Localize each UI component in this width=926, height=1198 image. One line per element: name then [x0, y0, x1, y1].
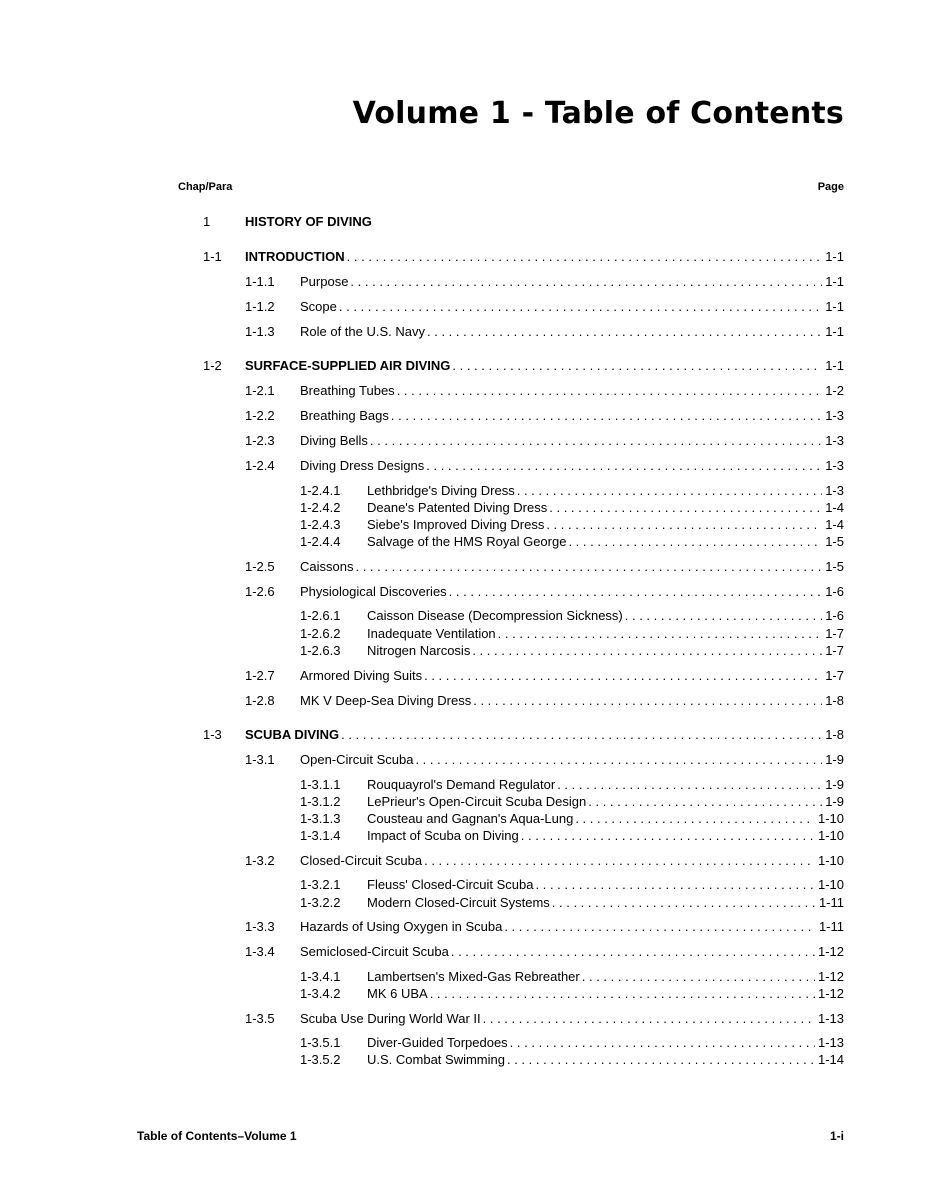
dot-leader	[339, 298, 822, 316]
toc-entry[interactable]	[300, 625, 844, 643]
toc-entry-page: 1-9	[825, 793, 844, 809]
toc-entry[interactable]	[245, 407, 844, 425]
toc-entry[interactable]	[245, 918, 844, 936]
toc-entry-page: 1-11	[818, 919, 844, 935]
dot-leader	[552, 894, 816, 912]
toc-entry-page: 1-10	[817, 828, 844, 844]
toc-entry-page: 1-12	[817, 944, 844, 960]
toc-entry[interactable]	[245, 852, 844, 870]
toc-entry-page: 1-11	[818, 894, 844, 910]
toc-entry-number: 1-2.5	[245, 558, 275, 574]
toc-entry-number: 1-3	[203, 727, 222, 742]
toc-entry[interactable]	[300, 810, 844, 828]
toc-entry-title: Role of the U.S. Navy	[300, 323, 425, 339]
toc-entry-title: Armored Diving Suits	[300, 667, 423, 683]
toc-entry[interactable]	[245, 432, 844, 450]
dot-leader	[424, 667, 822, 685]
toc-entry-title: HISTORY OF DIVING	[245, 214, 372, 229]
toc-entry[interactable]	[203, 213, 844, 231]
toc-entry-title: Siebe's Improved Diving Dress	[367, 517, 545, 533]
toc-entry-page: 1-8	[825, 692, 844, 708]
toc-entry-title: Caissons	[300, 558, 354, 574]
toc-entry-title: Modern Closed-Circuit Systems	[367, 894, 550, 910]
toc-entry-number: 1-3.2.1	[300, 877, 341, 893]
toc-entry-title: MK V Deep-Sea Diving Dress	[300, 692, 472, 708]
toc-entry-title: Purpose	[300, 273, 349, 289]
toc-entry-page: 1-1	[825, 273, 844, 289]
toc-entry-page: 1-3	[825, 482, 844, 498]
toc-entry-page: 1-7	[825, 625, 844, 641]
toc-entry-title: Diving Bells	[300, 433, 368, 448]
toc-entry[interactable]	[245, 558, 844, 576]
toc-entry-page: 1-3	[825, 433, 844, 448]
dot-leader	[588, 793, 822, 811]
toc-entry-number: 1-3.3	[245, 919, 275, 935]
dot-leader	[355, 558, 822, 576]
toc-entry[interactable]	[300, 1051, 844, 1069]
dot-leader	[498, 625, 823, 643]
toc-entry-number: 1-2.4.2	[300, 499, 341, 515]
toc-entry-title: Nitrogen Narcosis	[367, 643, 471, 658]
toc-entry-title: Diving Dress Designs	[300, 458, 425, 473]
dot-leader	[549, 499, 822, 517]
dot-leader	[504, 918, 816, 936]
toc-entry-number: 1-2.7	[245, 667, 275, 683]
toc-entry[interactable]	[300, 985, 844, 1003]
toc-entry[interactable]	[245, 273, 844, 291]
toc-entry[interactable]	[203, 357, 844, 375]
dot-leader	[347, 248, 823, 266]
toc-entry-title: Inadequate Ventilation	[367, 625, 496, 641]
toc-entry-page: 1-12	[817, 986, 844, 1001]
toc-entry-number: 1-2.4.3	[300, 517, 341, 533]
toc-entry-title: LePrieur's Open-Circuit Scuba Design	[367, 793, 587, 809]
dot-leader	[472, 642, 822, 660]
toc-entry[interactable]	[300, 876, 844, 894]
toc-entry-title: Lambertsen's Mixed-Gas Rebreather	[367, 968, 580, 984]
toc-entry-number: 1-3.5	[245, 1010, 275, 1026]
toc-entry-page: 1-1	[825, 323, 844, 339]
toc-entry-number: 1-3.1	[245, 752, 275, 767]
toc-entry-number: 1-1	[203, 248, 222, 264]
dot-leader	[546, 516, 822, 534]
toc-entry-number: 1-2.6	[245, 583, 275, 599]
toc-entry-number: 1-2.4.1	[300, 482, 341, 498]
dot-leader	[424, 852, 815, 870]
toc-entry[interactable]	[203, 726, 844, 744]
toc-entry-page: 1-9	[825, 776, 844, 792]
toc-entry-title: Closed-Circuit Scuba	[300, 852, 423, 868]
toc-entry-number: 1-2.8	[245, 692, 275, 708]
toc-entry[interactable]	[245, 1010, 844, 1028]
toc-entry[interactable]	[245, 583, 844, 601]
toc-entry-number: 1-2.6.3	[300, 643, 341, 658]
toc-entry-number: 1-3.2	[245, 852, 275, 868]
dot-leader	[483, 1010, 815, 1028]
toc-entry[interactable]	[245, 457, 844, 475]
toc-entry-number: 1-1.2	[245, 298, 275, 314]
toc-entry[interactable]	[245, 943, 844, 961]
toc-entry-number: 1-3.1.2	[300, 793, 341, 809]
toc-entry[interactable]	[300, 607, 844, 625]
toc-entry-number: 1-1.1	[245, 273, 275, 289]
column-header-chap-para: Chap/Para	[178, 181, 233, 193]
toc-entry-number: 1-3.4	[245, 944, 275, 960]
toc-entry-title: Semiclosed-Circuit Scuba	[300, 944, 449, 960]
toc-entry-page: 1-4	[825, 517, 844, 533]
dot-leader	[568, 533, 822, 551]
dot-leader	[426, 457, 822, 475]
toc-entry-number: 1-1.3	[245, 323, 275, 339]
toc-entry-title: Salvage of the HMS Royal George	[367, 534, 567, 550]
toc-entry[interactable]	[245, 382, 844, 400]
toc-entry-title: Breathing Bags	[300, 408, 389, 423]
dot-leader	[452, 357, 822, 375]
toc-entry-title: Breathing Tubes	[300, 383, 395, 398]
toc-entry-number: 1-3.2.2	[300, 894, 341, 910]
toc-entry-number: 1-3.1.3	[300, 811, 341, 827]
toc-entry-number: 1-2.4	[245, 458, 275, 473]
toc-entry-title: SCUBA DIVING	[245, 727, 340, 742]
toc-entry-page: 1-10	[817, 877, 844, 893]
dot-leader	[370, 432, 822, 450]
dot-leader	[473, 692, 822, 710]
dot-leader	[521, 827, 815, 845]
toc-entry-number: 1-2	[203, 358, 222, 373]
toc-entry-title: Deane's Patented Diving Dress	[367, 499, 548, 515]
toc-entry[interactable]	[300, 894, 844, 912]
toc-entry-page: 1-5	[825, 558, 844, 574]
toc-entry-page: 1-12	[817, 968, 844, 984]
toc-entry-page: 1-6	[825, 583, 844, 599]
dot-leader	[427, 323, 822, 341]
toc-entry-number: 1-2.6.2	[300, 625, 341, 641]
toc-entry-title: Cousteau and Gagnan's Aqua-Lung	[367, 811, 574, 827]
toc-entry-number: 1-3.4.1	[300, 968, 341, 984]
toc-entry-title: SURFACE-SUPPLIED AIR DIVING	[245, 358, 451, 373]
toc-entry[interactable]	[300, 482, 844, 500]
toc-entry[interactable]	[300, 968, 844, 986]
page-title: Volume 1 - Table of Contents	[352, 96, 844, 131]
dot-leader	[510, 1034, 815, 1052]
toc-entry[interactable]	[245, 667, 844, 685]
dot-leader	[350, 273, 822, 291]
toc-entry-title: Diver-Guided Torpedoes	[367, 1035, 508, 1050]
toc-entry-title: INTRODUCTION	[245, 248, 345, 264]
toc-entry-title: Scuba Use During World War II	[300, 1010, 481, 1026]
dot-leader	[391, 407, 822, 425]
dot-leader	[517, 482, 822, 500]
toc-entry-page: 1-6	[825, 608, 844, 624]
toc-entry-title: Rouquayrol's Demand Regulator	[367, 776, 556, 792]
toc-entry-number: 1-3.4.2	[300, 986, 341, 1001]
footer-page-number: 1-i	[829, 1129, 844, 1143]
toc-entry-title: Fleuss' Closed-Circuit Scuba	[367, 877, 534, 893]
toc-entry-page: 1-3	[825, 458, 844, 473]
toc-entry-page: 1-9	[825, 752, 844, 767]
toc-entry[interactable]	[300, 499, 844, 517]
dot-leader	[557, 776, 822, 794]
toc-entry-page: 1-7	[825, 667, 844, 683]
dot-leader	[536, 876, 815, 894]
toc-entry-title: MK 6 UBA	[367, 986, 428, 1001]
toc-entry-number: 1-2.4.4	[300, 534, 341, 550]
toc-entry-number: 1-2.6.1	[300, 608, 341, 624]
toc-entry[interactable]	[245, 751, 844, 769]
toc-entry-page: 1-13	[817, 1010, 844, 1026]
toc-entry-page: 1-13	[817, 1035, 844, 1050]
toc-entry-page: 1-14	[817, 1052, 844, 1068]
toc-entry[interactable]	[300, 776, 844, 794]
toc-entry-page: 1-10	[817, 852, 844, 868]
dot-leader	[449, 583, 823, 601]
toc-entry-title: Open-Circuit Scuba	[300, 752, 414, 767]
dot-leader	[575, 810, 815, 828]
toc-entry-number: 1-2.1	[245, 383, 275, 398]
toc-entry-number: 1-3.5.2	[300, 1052, 341, 1068]
toc-entry[interactable]	[300, 827, 844, 845]
toc-entry-page: 1-4	[825, 499, 844, 515]
footer-title: Table of Contents–Volume 1	[137, 1129, 297, 1143]
dot-leader	[415, 751, 822, 769]
toc-entry-page: 1-5	[825, 534, 844, 550]
dot-leader	[430, 985, 815, 1003]
toc-entry-title: Hazards of Using Oxygen in Scuba	[300, 919, 503, 935]
toc-entry-title: Scope	[300, 298, 337, 314]
dot-leader	[582, 968, 815, 986]
toc-entry-number: 1-2.2	[245, 408, 275, 423]
toc-entry-page: 1-1	[825, 248, 844, 264]
dot-leader	[507, 1051, 815, 1069]
toc-entry-number: 1-3.1.1	[300, 776, 341, 792]
toc-entry-title: Impact of Scuba on Diving	[367, 828, 519, 844]
toc-entry[interactable]	[300, 533, 844, 551]
toc-entry[interactable]	[203, 248, 844, 266]
toc-entry-title: Caisson Disease (Decompression Sickness)	[367, 608, 623, 624]
toc-entry[interactable]	[300, 793, 844, 811]
toc-entry-number: 1-3.1.4	[300, 828, 341, 844]
toc-entry[interactable]	[300, 1034, 844, 1052]
toc-entry-title: Physiological Discoveries	[300, 583, 447, 599]
toc-entry-page: 1-7	[825, 643, 844, 658]
dot-leader	[451, 943, 815, 961]
toc-entry-title: Lethbridge's Diving Dress	[367, 482, 515, 498]
toc-entry-page: 1-1	[825, 298, 844, 314]
toc-entry-page: 1-3	[825, 408, 844, 423]
toc-entry[interactable]	[245, 323, 844, 341]
toc-entry[interactable]	[300, 516, 844, 534]
dot-leader	[341, 726, 822, 744]
toc-entry[interactable]	[245, 298, 844, 316]
toc-entry-number: 1-3.5.1	[300, 1035, 341, 1050]
toc-entry-number: 1-2.3	[245, 433, 275, 448]
toc-entry-number: 1	[203, 214, 211, 229]
toc-entry-page: 1-1	[825, 358, 844, 373]
toc-entry-page: 1-2	[825, 383, 844, 398]
dot-leader	[625, 607, 822, 625]
dot-leader	[397, 382, 823, 400]
toc-entry-page: 1-10	[817, 811, 844, 827]
toc-entry-page: 1-8	[825, 727, 844, 742]
toc-entry-title: U.S. Combat Swimming	[367, 1052, 505, 1068]
column-header-page: Page	[817, 181, 844, 193]
toc-entry[interactable]	[300, 642, 844, 660]
toc-entry[interactable]	[245, 692, 844, 710]
